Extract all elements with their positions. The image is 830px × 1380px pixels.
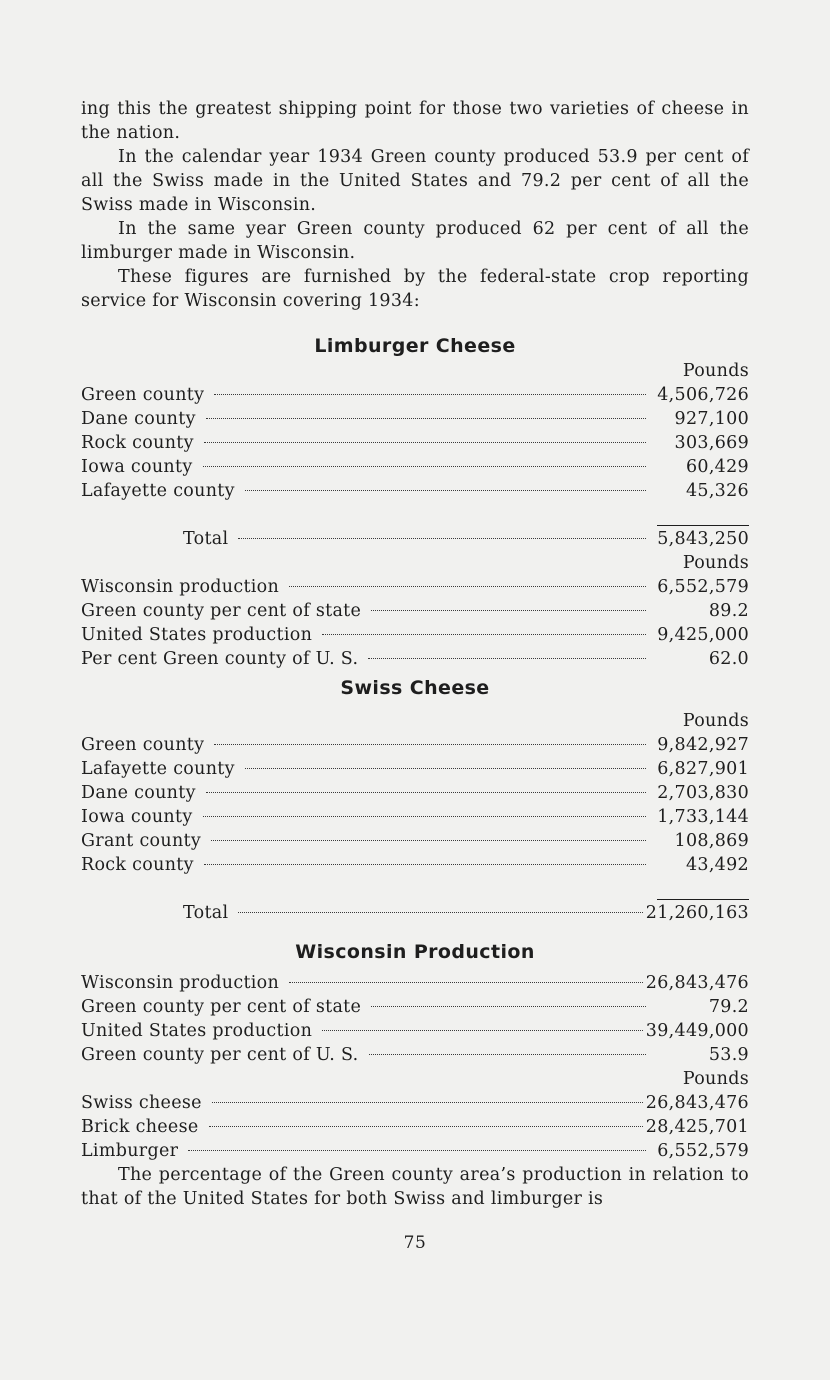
wisconsin-production-heading: Wisconsin Production <box>295 941 535 963</box>
row-label: United States production <box>81 625 313 645</box>
dot-leader <box>245 768 646 769</box>
row-value: 927,100 <box>674 409 749 429</box>
dot-leader <box>214 394 646 395</box>
table-row <box>81 455 749 479</box>
dot-leader <box>203 466 646 467</box>
row-label: Iowa county <box>81 457 193 477</box>
row-value: 9,425,000 <box>657 625 749 645</box>
dot-leader <box>238 538 646 539</box>
table-row <box>81 1043 749 1067</box>
sum-rule-container <box>81 877 749 901</box>
total-value: 21,260,163 <box>645 903 749 923</box>
row-label: United States production <box>81 1021 313 1041</box>
table-row <box>81 853 749 877</box>
row-label: Green county per cent of state <box>81 601 362 621</box>
table-row <box>81 1139 749 1163</box>
row-value: 4,506,726 <box>657 385 749 405</box>
page-number: 75 <box>403 1233 427 1253</box>
row-label: Lafayette county <box>81 481 235 501</box>
table-row <box>81 995 749 1019</box>
dot-leader <box>211 840 646 841</box>
table-row <box>81 1115 749 1139</box>
row-label: Green county <box>81 735 205 755</box>
row-label: Swiss cheese <box>81 1093 202 1113</box>
row-value: 28,425,701 <box>645 1117 749 1137</box>
dot-leader <box>212 1102 643 1103</box>
table-row <box>81 623 749 647</box>
row-label: Brick cheese <box>81 1117 199 1137</box>
table-row <box>81 781 749 805</box>
products-units-label: Pounds <box>682 1069 749 1089</box>
limburger-units-label: Pounds <box>682 361 749 381</box>
row-value: 79.2 <box>708 997 749 1017</box>
row-label: Rock county <box>81 855 194 875</box>
limburger-summary-table <box>81 575 749 671</box>
table-row <box>81 733 749 757</box>
row-value: 303,669 <box>674 433 749 453</box>
sum-rule-container <box>81 503 749 527</box>
dot-leader <box>238 912 642 913</box>
limburger-heading: Limburger Cheese <box>314 335 516 357</box>
table-row <box>81 1091 749 1115</box>
total-label: Total <box>183 529 229 549</box>
row-label: Green county per cent of U. S. <box>81 1045 359 1065</box>
table-row <box>81 383 749 407</box>
dot-leader <box>206 418 646 419</box>
row-value: 60,429 <box>685 457 749 477</box>
intro-paragraph-1: ing this the greatest shipping point for those two varieties of cheese in the nation. <box>81 99 749 143</box>
dot-leader <box>371 610 646 611</box>
row-label: Green county <box>81 385 205 405</box>
dot-leader <box>289 586 646 587</box>
table-row <box>81 479 749 503</box>
table-row <box>81 599 749 623</box>
total-row <box>81 527 749 551</box>
swiss-county-table <box>81 733 749 925</box>
table-row <box>81 575 749 599</box>
row-label: Dane county <box>81 409 196 429</box>
row-value: 62.0 <box>708 649 749 669</box>
total-value: 5,843,250 <box>657 529 749 549</box>
row-value: 26,843,476 <box>645 973 749 993</box>
dot-leader <box>322 1030 643 1031</box>
cheese-products-table <box>81 1091 749 1163</box>
dot-leader <box>245 490 646 491</box>
dot-leader <box>209 1126 643 1127</box>
swiss-units-label: Pounds <box>682 711 749 731</box>
row-value: 53.9 <box>708 1045 749 1065</box>
table-row <box>81 805 749 829</box>
table-row <box>81 1019 749 1043</box>
row-label: Wisconsin production <box>81 577 280 597</box>
row-value: 1,733,144 <box>657 807 749 827</box>
row-value: 89.2 <box>708 601 749 621</box>
closing-paragraph: The percentage of the Green county area’s production in relation to that of the United States for both Swiss and limburger is <box>81 1165 749 1209</box>
row-value: 39,449,000 <box>645 1021 749 1041</box>
wisconsin-summary-table <box>81 971 749 1067</box>
row-value: 6,827,901 <box>657 759 749 779</box>
table-row <box>81 829 749 853</box>
row-label: Limburger <box>81 1141 179 1161</box>
dot-leader <box>369 1054 646 1055</box>
intro-paragraph-4: These figures are furnished by the federal-state crop reporting service for Wisconsin covering 1934: <box>81 267 749 311</box>
sum-rule <box>657 525 749 526</box>
table-row <box>81 647 749 671</box>
row-label: Iowa county <box>81 807 193 827</box>
intro-paragraph-3: In the same year Green county produced 62 per cent of all the limburger made in Wisconsin. <box>81 219 749 263</box>
dot-leader <box>289 982 643 983</box>
table-row <box>81 431 749 455</box>
limburger-county-table <box>81 383 749 551</box>
limburger-summary-units-label: Pounds <box>682 553 749 573</box>
row-label: Per cent Green county of U. S. <box>81 649 359 669</box>
table-row <box>81 971 749 995</box>
dot-leader <box>204 442 646 443</box>
total-row <box>81 901 749 925</box>
dot-leader <box>371 1006 646 1007</box>
table-row <box>81 407 749 431</box>
dot-leader <box>322 634 646 635</box>
row-value: 43,492 <box>685 855 749 875</box>
row-label: Rock county <box>81 433 194 453</box>
dot-leader <box>206 792 646 793</box>
page-body <box>81 97 749 1211</box>
row-label: Grant county <box>81 831 202 851</box>
dot-leader <box>188 1150 646 1151</box>
row-label: Lafayette county <box>81 759 235 779</box>
sum-rule <box>657 899 749 900</box>
row-label: Wisconsin production <box>81 973 280 993</box>
total-label: Total <box>183 903 229 923</box>
swiss-heading: Swiss Cheese <box>340 677 490 699</box>
dot-leader <box>368 658 646 659</box>
row-value: 108,869 <box>674 831 749 851</box>
row-label: Green county per cent of state <box>81 997 362 1017</box>
table-row <box>81 757 749 781</box>
intro-paragraph-2: In the calendar year 1934 Green county produced 53.9 per cent of all the Swiss made in the United States and 79.2 per cent of all the Swiss made in Wisconsin. <box>81 147 749 215</box>
row-value: 45,326 <box>685 481 749 501</box>
dot-leader <box>203 816 646 817</box>
row-value: 6,552,579 <box>657 1141 749 1161</box>
row-value: 26,843,476 <box>645 1093 749 1113</box>
dot-leader <box>214 744 646 745</box>
row-label: Dane county <box>81 783 196 803</box>
row-value: 9,842,927 <box>657 735 749 755</box>
row-value: 6,552,579 <box>657 577 749 597</box>
row-value: 2,703,830 <box>657 783 749 803</box>
dot-leader <box>204 864 646 865</box>
